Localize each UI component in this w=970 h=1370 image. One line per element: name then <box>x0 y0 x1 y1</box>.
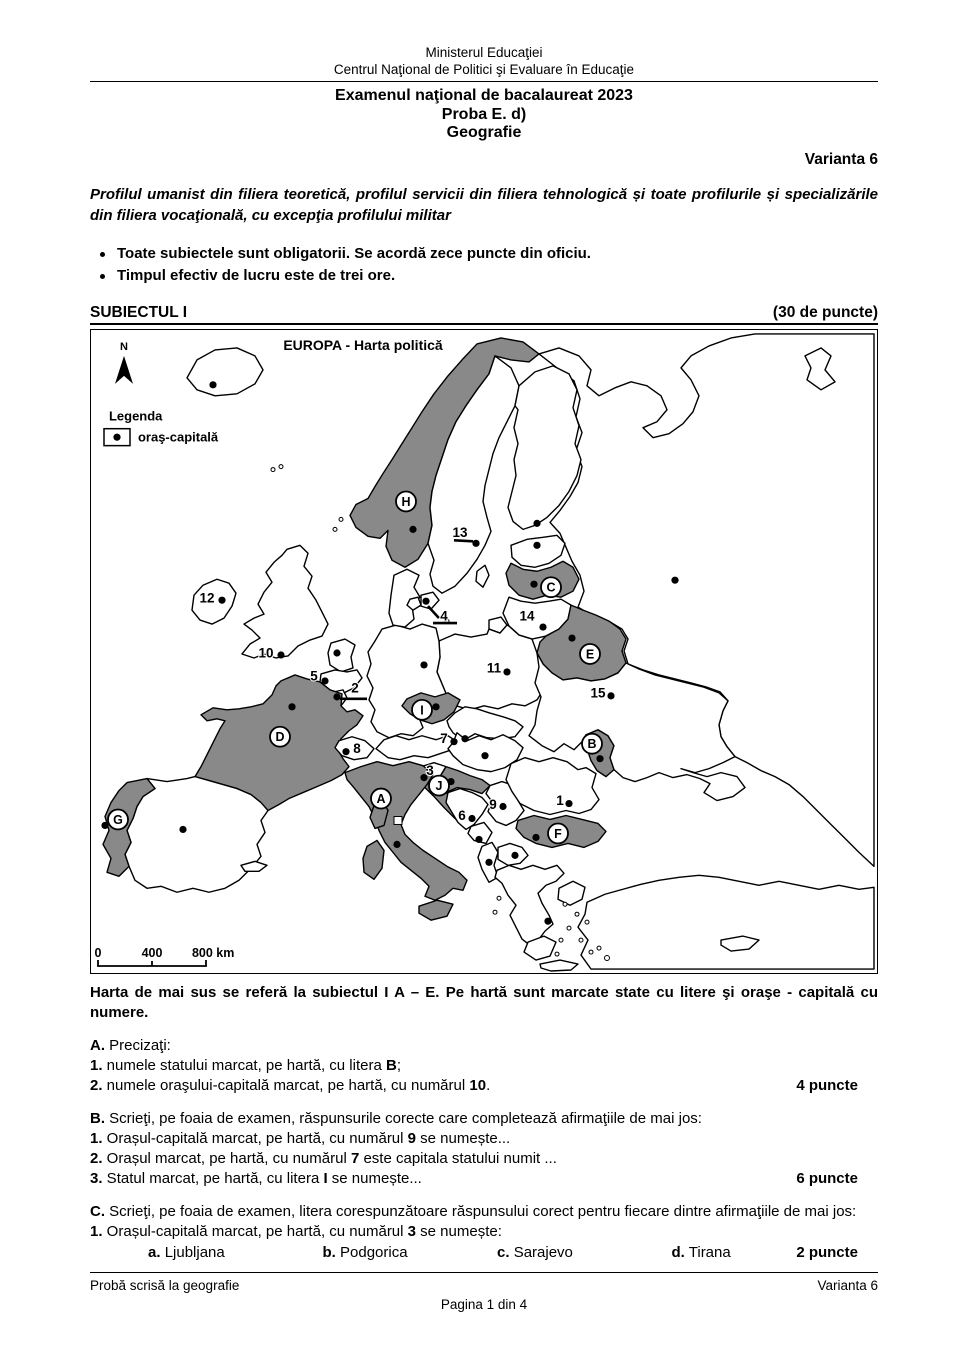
island-speck <box>563 902 567 906</box>
north-arrow-triangle <box>115 355 133 383</box>
exam-name: Examenul naţional de bacalaureat 2023 <box>335 87 633 104</box>
section-a-item-2-row <box>90 1076 878 1096</box>
option-a-text: Ljubljana <box>164 1243 225 1261</box>
section-b-item-2: 2. Orașul marcat, pe hartă, cu numărul 7 este capitala statului numit ... <box>90 1149 557 1167</box>
region-estonia <box>511 535 565 567</box>
capital-city-dot <box>432 703 439 710</box>
section-b-intro: B. Scrieţi, pe foaia de examen, răspunsurile corecte care completează afirmaţiile de mai jos: <box>90 1109 702 1127</box>
map-caption: Harta de mai sus se referă la subiectul I A – E. Pe hartă sunt marcate state cu litere şi oraşe - capitală cu numere. <box>90 983 878 1021</box>
section-a-points: 4 puncte <box>796 1076 858 1094</box>
island-speck <box>575 912 579 916</box>
capital-city-dot <box>533 519 540 526</box>
option-c <box>497 1243 672 1263</box>
island-speck <box>585 920 589 924</box>
exam-proba: Proba E. d) <box>441 105 527 123</box>
option-d-text: Tirana <box>688 1243 731 1261</box>
europe-political-map <box>90 329 878 974</box>
ministry-line: Ministerul Educaţiei <box>425 45 543 60</box>
map-number-14: 14 <box>519 608 535 624</box>
footer-left: Probă scrisă la geografie <box>90 1277 240 1293</box>
option-b-letter: b. <box>322 1243 336 1261</box>
option-c-letter: c. <box>497 1243 510 1261</box>
legend-capital-dot-icon <box>113 433 120 440</box>
bullet-icon <box>100 252 105 257</box>
map-number-2: 2 <box>351 679 359 695</box>
capital-city-dot-13 <box>472 539 479 546</box>
section-a-intro: A. Precizaţi: <box>90 1036 171 1054</box>
section-a-item-1: 1. numele statului marcat, pe hartă, cu litera B; <box>90 1056 402 1074</box>
capital-city-dot <box>544 917 551 924</box>
instruction-text: Timpul efectiv de lucru este de trei ore. <box>117 266 396 284</box>
scale-0: 0 <box>94 945 102 960</box>
island-speck <box>567 926 571 930</box>
section-c-points: 2 puncte <box>796 1243 858 1261</box>
region-turkey-thrace <box>558 881 585 905</box>
footer-row <box>90 1277 878 1294</box>
footer-page-number: Pagina 1 din 4 <box>440 1296 528 1312</box>
capital-city-dot-4 <box>422 597 429 604</box>
capital-city-dot <box>333 649 340 656</box>
capital-city-dot-2 <box>333 693 340 700</box>
scale-800: 800 km <box>192 945 235 960</box>
island-speck <box>605 955 610 960</box>
capital-city-dot-5 <box>321 677 328 684</box>
capital-city-dot <box>532 833 539 840</box>
map-letter-I: I <box>420 702 424 717</box>
section-b-item-3-row <box>90 1169 878 1189</box>
region-gotland <box>476 565 489 587</box>
map-number-13: 13 <box>452 524 468 540</box>
island-speck <box>279 464 283 468</box>
option-c-text: Sarajevo <box>513 1243 573 1261</box>
capital-city-dot-14 <box>539 623 546 630</box>
section-c-item-1: 1. Orașul-capitală marcat, pe hartă, cu numărul 3 se numește: <box>90 1222 502 1240</box>
option-b-text: Podgorica <box>340 1243 408 1261</box>
region-sardinia <box>363 840 384 879</box>
capital-city-dot-9 <box>499 802 506 809</box>
map-number-9: 9 <box>489 796 497 812</box>
map-scale-bar <box>95 946 235 966</box>
capital-city-dot <box>288 703 295 710</box>
north-arrow-icon <box>115 340 133 383</box>
capital-city-dot <box>671 576 678 583</box>
capital-city-dot-15 <box>607 692 614 699</box>
map-title: EUROPA - Harta politică <box>283 336 443 353</box>
capital-city-dot <box>101 821 108 828</box>
scale-bar-line <box>98 960 206 966</box>
capital-city-dot-1 <box>565 799 572 806</box>
map-letter-H: H <box>401 494 411 509</box>
region-iceland <box>187 347 263 395</box>
map-number-4: 4 <box>440 608 448 624</box>
pointer-line-13 <box>454 540 473 541</box>
option-a <box>148 1243 323 1263</box>
island-speck <box>589 950 593 954</box>
map-letter-J: J <box>435 778 443 793</box>
section-a <box>90 1036 878 1096</box>
map-number-8: 8 <box>353 740 361 756</box>
capital-city-dot <box>511 851 518 858</box>
map-number-10: 10 <box>258 645 274 660</box>
capital-city-dot <box>530 580 537 587</box>
instructions <box>90 243 878 287</box>
section-b-item-3: 3. Statul marcat, pe hartă, cu litera I se numește... <box>90 1169 422 1187</box>
capital-city-dot <box>461 735 468 742</box>
capital-city-dot <box>209 381 216 388</box>
legend-title: Legenda <box>109 408 163 424</box>
map-letter-E: E <box>585 647 595 661</box>
bullet-icon <box>100 274 105 279</box>
section-b-points: 6 puncte <box>796 1169 858 1187</box>
subject1-heading: SUBIECTUL I <box>90 303 188 321</box>
region-netherlands <box>328 639 355 672</box>
section-c-options-row <box>90 1243 878 1263</box>
capital-city-dot <box>409 525 416 532</box>
instruction-text: Toate subiectele sunt obligatorii. Se acordă zece puncte din oficiu. <box>117 244 591 262</box>
capital-city-dot <box>179 825 186 832</box>
map-number-6: 6 <box>458 807 466 823</box>
section-a-item-2: 2. numele oraşului-capitală marcat, pe hartă, cu numărul 10. <box>90 1076 491 1094</box>
section-b <box>90 1109 878 1189</box>
exam-subject: Geografie <box>446 124 522 141</box>
capital-city-dot-11 <box>503 668 510 675</box>
region-san-marino <box>394 816 402 824</box>
capital-city-dot-8 <box>342 748 349 755</box>
option-b <box>323 1243 498 1263</box>
island-speck <box>493 910 497 914</box>
capital-city-dot <box>568 634 575 641</box>
island-speck <box>497 896 501 900</box>
section-c-intro: C. Scrieţi, pe foaia de examen, litera corespunzătoare răspunsului corect pentru fiecare dintre afirmaţiile de mai jos: <box>90 1202 857 1220</box>
map-letter-C: C <box>546 580 556 595</box>
variant-label: Varianta 6 <box>804 150 878 168</box>
document-header <box>90 44 878 78</box>
map-letter-B: B <box>587 736 597 751</box>
capital-city-dot-12 <box>218 596 225 603</box>
exam-title-block <box>90 87 878 143</box>
map-number-5: 5 <box>310 667 318 683</box>
map-letter-A: A <box>376 791 386 806</box>
subject1-heading-row <box>90 304 878 325</box>
island-speck <box>271 467 275 471</box>
scale-400: 400 <box>141 945 163 960</box>
option-a-letter: a. <box>148 1243 161 1261</box>
island-speck <box>555 952 559 956</box>
capital-city-dot <box>481 752 488 759</box>
region-sicily <box>419 900 453 920</box>
footer-right: Varianta 6 <box>817 1277 878 1293</box>
map-number-7: 7 <box>440 730 448 746</box>
map-letter-F: F <box>554 826 562 841</box>
capital-city-dot-7 <box>450 738 457 745</box>
capital-city-dot <box>475 835 482 842</box>
capital-city-dot <box>533 541 540 548</box>
capital-city-dot-10 <box>277 651 284 658</box>
profile-note: Profilul umanist din filiera teoretică, profilul servicii din filiera tehnologică și toate profilurile și specializările din filiera vocaţională, cu excepţia profilului militar <box>90 185 878 224</box>
map-legend <box>104 408 219 445</box>
section-c <box>90 1202 878 1263</box>
capital-city-dot <box>596 755 603 762</box>
map-number-3: 3 <box>426 762 434 778</box>
map-letter-G: G <box>113 812 123 827</box>
island-speck <box>579 938 583 942</box>
subject1-points: (30 de puncte) <box>772 303 878 321</box>
map-number-11: 11 <box>486 659 502 675</box>
map-letter-D: D <box>275 729 285 744</box>
north-label: N <box>120 340 128 353</box>
capital-city-dot <box>485 858 492 865</box>
region-turkey <box>578 875 874 969</box>
instruction-item <box>90 243 878 265</box>
island-speck <box>333 527 337 531</box>
header-rule <box>90 81 878 82</box>
section-b-item-1: 1. Orașul-capitală marcat, pe hartă, cu numărul 9 se numește... <box>90 1129 511 1147</box>
map-number-12: 12 <box>199 590 215 606</box>
island-speck <box>597 946 601 950</box>
capital-city-dot <box>420 661 427 668</box>
option-d <box>672 1243 797 1263</box>
island-speck <box>339 517 343 521</box>
center-line: Centrul Naţional de Politici şi Evaluare în Educaţie <box>333 62 635 77</box>
instruction-item <box>90 265 878 287</box>
footer-rule <box>90 1272 878 1273</box>
region-crete <box>540 960 578 971</box>
island-speck <box>559 938 563 942</box>
legend-item-label: oraş-capitală <box>138 429 219 445</box>
region-greece <box>495 865 564 946</box>
capital-city-dot-6 <box>468 814 475 821</box>
map-svg <box>91 330 876 973</box>
region-uk <box>242 545 328 658</box>
option-d-letter: d. <box>671 1243 685 1261</box>
capital-city-dot <box>393 840 400 847</box>
map-number-15: 15 <box>590 684 606 700</box>
map-landmass <box>103 333 874 970</box>
map-number-1: 1 <box>556 792 564 808</box>
